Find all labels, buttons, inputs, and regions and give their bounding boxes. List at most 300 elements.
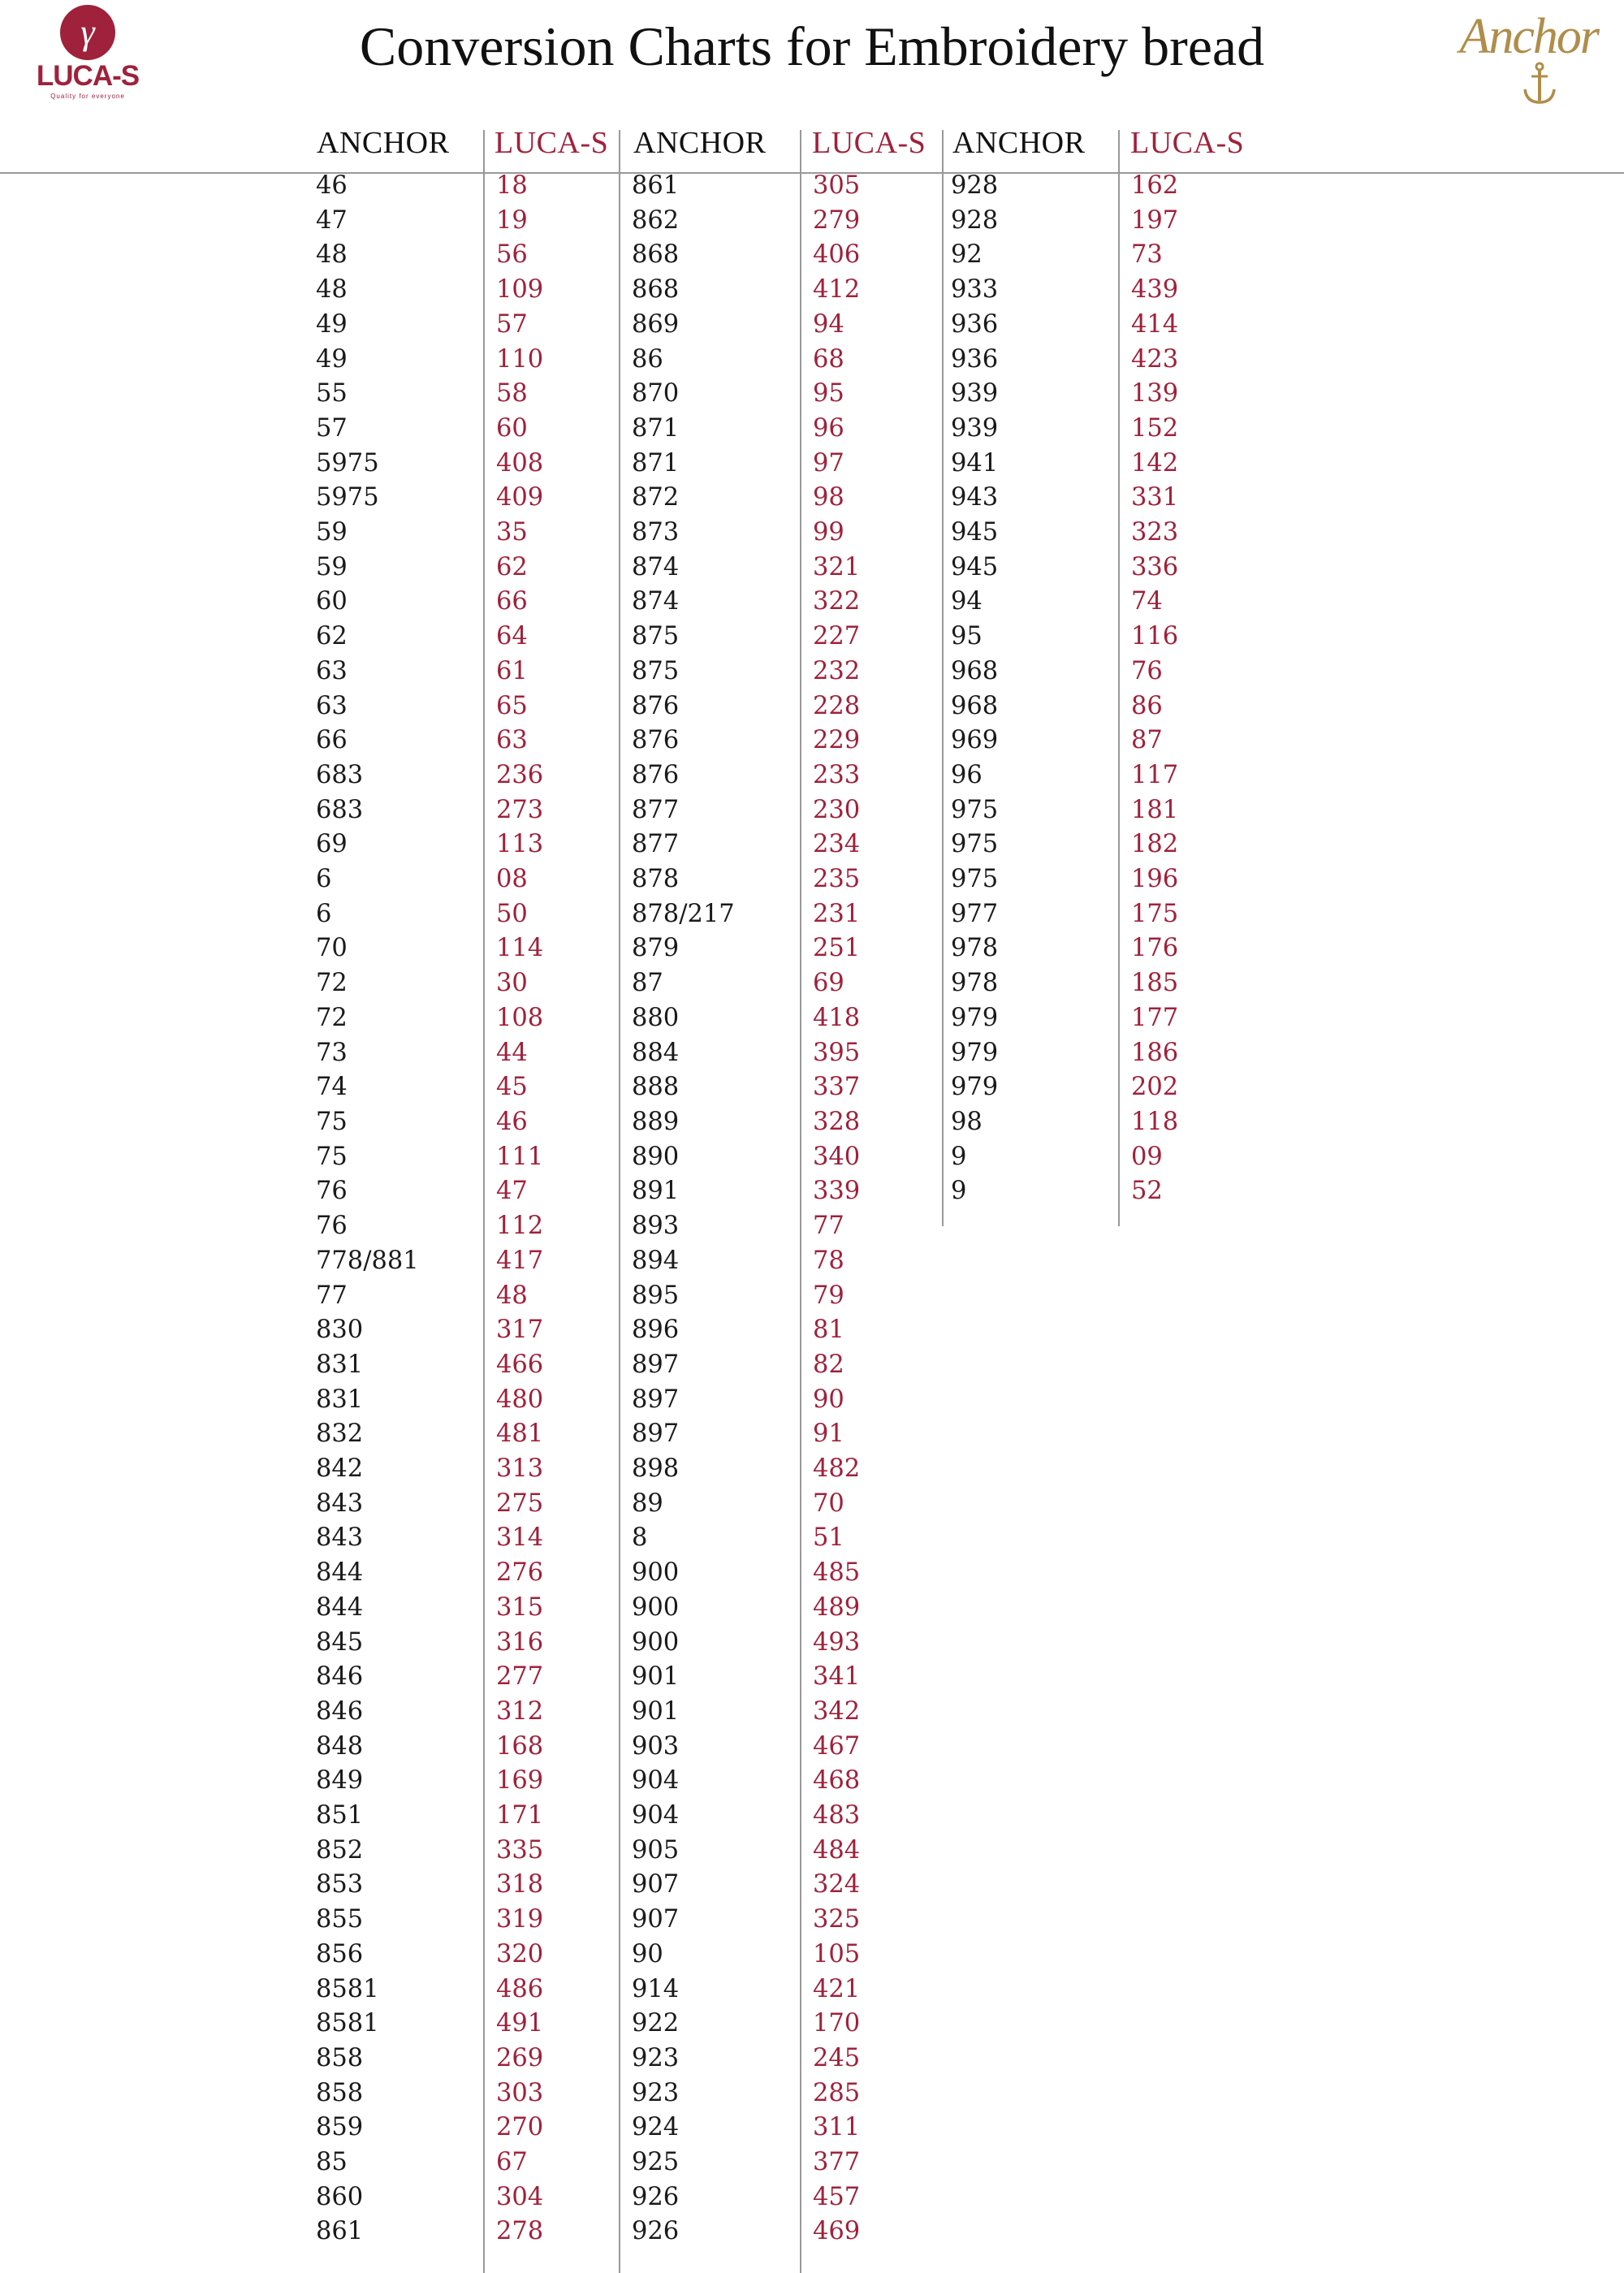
- anchor-number: 63: [316, 656, 348, 685]
- luca-s-number: 176: [1131, 934, 1179, 963]
- luca-s-number: 285: [813, 2078, 861, 2107]
- luca-s-number: 482: [813, 1454, 861, 1484]
- luca-s-number: 228: [813, 691, 861, 720]
- luca-s-number: 483: [813, 1801, 861, 1830]
- anchor-number: 922: [632, 2009, 680, 2038]
- anchor-number: 889: [632, 1107, 680, 1136]
- anchor-number: 874: [632, 552, 680, 581]
- luca-s-number: 421: [813, 1974, 861, 2003]
- anchor-number: 897: [632, 1385, 680, 1414]
- table-header: [0, 120, 1624, 166]
- luca-s-number: 278: [496, 2217, 544, 2246]
- luca-s-number: 304: [496, 2182, 544, 2211]
- luca-s-number: 81: [813, 1316, 844, 1345]
- luca-s-number: 406: [813, 240, 861, 270]
- anchor-number: 848: [316, 1731, 364, 1761]
- luca-s-number: 468: [813, 1766, 861, 1795]
- luca-s-number: 322: [813, 587, 861, 616]
- anchor-number: 5975: [316, 483, 379, 512]
- luca-s-number: 61: [496, 656, 528, 685]
- luca-s-number: 73: [1131, 240, 1163, 270]
- anchor-number: 851: [316, 1801, 364, 1830]
- anchor-number: 945: [951, 518, 999, 547]
- anchor-number: 72: [316, 969, 348, 998]
- luca-s-logo-text: LUCA-S: [36, 60, 140, 92]
- anchor-number: 897: [632, 1420, 680, 1449]
- header-anchor-3: ANCHOR: [952, 126, 1086, 160]
- anchor-number: 870: [632, 379, 680, 408]
- luca-s-number: 50: [496, 899, 528, 928]
- anchor-number: 901: [632, 1696, 680, 1726]
- luca-s-number: 114: [496, 934, 544, 963]
- anchor-number: 73: [316, 1038, 348, 1067]
- luca-s-number: 139: [1131, 379, 1179, 408]
- luca-s-number: 232: [813, 656, 861, 685]
- luca-s-number: 77: [813, 1212, 844, 1241]
- anchor-number: 969: [951, 726, 999, 755]
- anchor-number: 978: [951, 969, 999, 998]
- anchor-number: 861: [632, 171, 680, 200]
- luca-s-number: 51: [813, 1523, 844, 1553]
- anchor-number: 878/217: [632, 899, 735, 928]
- luca-s-number: 78: [813, 1246, 844, 1275]
- anchor-icon: [1522, 62, 1557, 106]
- luca-s-number: 105: [813, 1939, 861, 1968]
- luca-s-number: 341: [813, 1662, 861, 1692]
- luca-s-number: 48: [496, 1281, 528, 1310]
- luca-s-number: 44: [496, 1038, 528, 1067]
- anchor-number: 941: [951, 448, 999, 478]
- anchor-number: 8: [632, 1523, 648, 1553]
- luca-s-number: 177: [1131, 1003, 1179, 1032]
- anchor-column-3: [951, 169, 998, 1209]
- luca-s-number: 335: [496, 1835, 544, 1865]
- anchor-number: 939: [951, 379, 999, 408]
- luca-s-number: 162: [1131, 171, 1179, 200]
- anchor-number: 979: [951, 1003, 999, 1032]
- anchor-number: 871: [632, 448, 680, 478]
- anchor-number: 880: [632, 1003, 680, 1032]
- luca-s-number: 57: [496, 309, 528, 339]
- luca-s-number: 62: [496, 552, 528, 581]
- luca-s-number: 481: [496, 1420, 544, 1449]
- anchor-number: 76: [316, 1177, 348, 1206]
- anchor-number: 891: [632, 1177, 680, 1206]
- anchor-number: 876: [632, 726, 680, 755]
- anchor-number: 907: [632, 1905, 680, 1934]
- anchor-number: 900: [632, 1592, 680, 1622]
- anchor-number: 900: [632, 1558, 680, 1588]
- luca-s-number: 142: [1131, 448, 1179, 478]
- luca-s-number: 45: [496, 1073, 528, 1102]
- anchor-number: 878: [632, 865, 680, 894]
- anchor-number: 894: [632, 1246, 680, 1275]
- anchor-number: 95: [951, 622, 983, 651]
- luca-s-number: 170: [813, 2009, 861, 2038]
- anchor-number: 49: [316, 344, 348, 374]
- luca-s-number: 337: [813, 1073, 861, 1102]
- luca-s-number: 202: [1131, 1073, 1179, 1102]
- luca-s-logo-tagline: Quality for everyone: [50, 93, 125, 100]
- luca-s-number: 321: [813, 552, 861, 581]
- luca-s-number: 469: [813, 2217, 861, 2246]
- anchor-number: 876: [632, 760, 680, 789]
- luca-s-number: 96: [813, 413, 844, 443]
- anchor-number: 875: [632, 622, 680, 651]
- luca-s-number: 182: [1131, 830, 1179, 859]
- anchor-number: 683: [316, 760, 364, 789]
- luca-s-number: 311: [813, 2113, 861, 2142]
- anchor-number: 96: [951, 760, 983, 789]
- luca-s-number: 408: [496, 448, 544, 478]
- luca-s-number: 230: [813, 795, 861, 824]
- luca-s-number: 09: [1131, 1142, 1163, 1171]
- luca-s-number: 236: [496, 760, 544, 789]
- anchor-number: 905: [632, 1835, 680, 1865]
- anchor-number: 46: [316, 171, 348, 200]
- luca-s-number: 395: [813, 1038, 861, 1067]
- anchor-number: 831: [316, 1350, 364, 1379]
- anchor-number: 853: [316, 1870, 364, 1899]
- luca-s-number: 320: [496, 1939, 544, 1968]
- luca-s-number: 457: [813, 2182, 861, 2211]
- luca-s-number: 269: [496, 2043, 544, 2072]
- anchor-number: 6: [316, 865, 332, 894]
- luca-s-number: 52: [1131, 1177, 1163, 1206]
- anchor-number: 924: [632, 2113, 680, 2142]
- luca-s-number: 63: [496, 726, 528, 755]
- anchor-number: 47: [316, 205, 348, 235]
- anchor-number: 896: [632, 1316, 680, 1345]
- luca-s-number: 19: [496, 205, 528, 235]
- header-luca-s-2: LUCA-S: [812, 126, 926, 160]
- anchor-number: 87: [632, 969, 663, 998]
- luca-s-number: 229: [813, 726, 861, 755]
- column-divider: [800, 130, 801, 2273]
- anchor-number: 898: [632, 1454, 680, 1484]
- luca-s-number: 74: [1131, 587, 1163, 616]
- anchor-number: 858: [316, 2043, 364, 2072]
- luca-s-number: 47: [496, 1177, 528, 1206]
- anchor-number: 852: [316, 1835, 364, 1865]
- luca-s-number: 315: [496, 1592, 544, 1622]
- anchor-number: 926: [632, 2182, 680, 2211]
- luca-s-number: 323: [1131, 518, 1179, 547]
- luca-s-number: 82: [813, 1350, 844, 1379]
- anchor-number: 872: [632, 483, 680, 512]
- header-divider: [0, 172, 1624, 174]
- luca-s-number: 303: [496, 2078, 544, 2107]
- anchor-number: 8581: [316, 2009, 379, 2038]
- anchor-number: 94: [951, 587, 983, 616]
- anchor-number: 858: [316, 2078, 364, 2107]
- anchor-number: 975: [951, 865, 999, 894]
- anchor-number: 86: [632, 344, 663, 374]
- luca-s-number: 325: [813, 1905, 861, 1934]
- luca-s-number: 152: [1131, 413, 1179, 443]
- luca-s-number: 233: [813, 760, 861, 789]
- luca-s-number: 108: [496, 1003, 544, 1032]
- luca-s-number: 276: [496, 1558, 544, 1588]
- luca-s-number: 66: [496, 587, 528, 616]
- anchor-number: 868: [632, 240, 680, 270]
- anchor-number: 75: [316, 1107, 348, 1136]
- anchor-number: 778/881: [316, 1246, 419, 1275]
- luca-s-number: 86: [1131, 691, 1163, 720]
- luca-s-number: 186: [1131, 1038, 1179, 1067]
- anchor-number: 928: [951, 171, 999, 200]
- luca-s-number: 305: [813, 171, 861, 200]
- anchor-number: 76: [316, 1212, 348, 1241]
- luca-s-number: 118: [1131, 1107, 1179, 1136]
- luca-s-number: 68: [813, 344, 844, 374]
- anchor-number: 888: [632, 1073, 680, 1102]
- anchor-number: 59: [316, 552, 348, 581]
- anchor-number: 868: [632, 275, 680, 305]
- anchor-number: 843: [316, 1523, 364, 1553]
- luca-s-number: 340: [813, 1142, 861, 1171]
- anchor-number: 945: [951, 552, 999, 581]
- luca-s-number: 342: [813, 1696, 861, 1726]
- anchor-number: 977: [951, 899, 999, 928]
- luca-s-number: 317: [496, 1316, 544, 1345]
- anchor-number: 57: [316, 413, 348, 443]
- luca-s-number: 46: [496, 1107, 528, 1136]
- anchor-number: 869: [632, 309, 680, 339]
- column-divider: [1118, 130, 1120, 1226]
- anchor-number: 979: [951, 1038, 999, 1067]
- luca-s-number: 99: [813, 518, 844, 547]
- header-luca-s-1: LUCA-S: [495, 126, 609, 160]
- anchor-number: 831: [316, 1385, 364, 1414]
- anchor-number: 844: [316, 1592, 364, 1622]
- anchor-logo: [1460, 8, 1598, 106]
- anchor-number: 60: [316, 587, 348, 616]
- luca-s-number: 94: [813, 309, 844, 339]
- luca-s-logo-mark: γ: [60, 5, 115, 60]
- luca-s-number: 275: [496, 1489, 544, 1518]
- luca-s-number: 313: [496, 1454, 544, 1484]
- luca-s-number: 30: [496, 969, 528, 998]
- anchor-number: 901: [632, 1662, 680, 1692]
- column-divider: [619, 130, 620, 2273]
- anchor-number: 890: [632, 1142, 680, 1171]
- anchor-number: 877: [632, 830, 680, 859]
- anchor-number: 879: [632, 934, 680, 963]
- anchor-number: 975: [951, 795, 999, 824]
- luca-s-number: 18: [496, 171, 528, 200]
- luca-s-number: 418: [813, 1003, 861, 1032]
- anchor-number: 914: [632, 1974, 680, 2003]
- header-anchor-2: ANCHOR: [633, 126, 767, 160]
- luca-s-number: 423: [1131, 344, 1179, 374]
- anchor-number: 92: [951, 240, 983, 270]
- anchor-number: 936: [951, 309, 999, 339]
- luca-s-number: 234: [813, 830, 861, 859]
- anchor-number: 62: [316, 622, 348, 651]
- luca-s-number: 319: [496, 1905, 544, 1934]
- anchor-number: 968: [951, 691, 999, 720]
- luca-s-number: 76: [1131, 656, 1163, 685]
- luca-s-number: 87: [1131, 726, 1163, 755]
- anchor-number: 48: [316, 275, 348, 305]
- luca-s-number: 270: [496, 2113, 544, 2142]
- anchor-number: 69: [316, 830, 348, 859]
- luca-s-number: 98: [813, 483, 844, 512]
- luca-s-number: 197: [1131, 205, 1179, 235]
- anchor-number: 843: [316, 1489, 364, 1518]
- luca-s-number: 69: [813, 969, 844, 998]
- luca-s-number: 117: [1131, 760, 1179, 789]
- anchor-number: 900: [632, 1627, 680, 1657]
- anchor-number: 928: [951, 205, 999, 235]
- luca-s-number: 112: [496, 1212, 544, 1241]
- luca-s-number: 116: [1131, 622, 1179, 651]
- anchor-number: 48: [316, 240, 348, 270]
- anchor-number: 904: [632, 1766, 680, 1795]
- anchor-number: 923: [632, 2043, 680, 2072]
- anchor-number: 89: [632, 1489, 663, 1518]
- anchor-number: 683: [316, 795, 364, 824]
- anchor-number: 59: [316, 518, 348, 547]
- luca-s-number: 79: [813, 1281, 844, 1310]
- anchor-number: 861: [316, 2217, 364, 2246]
- anchor-number: 903: [632, 1731, 680, 1761]
- luca-s-column-1: [496, 169, 543, 2249]
- anchor-number: 9: [951, 1142, 967, 1171]
- luca-s-number: 95: [813, 379, 844, 408]
- anchor-number: 842: [316, 1454, 364, 1484]
- luca-s-number: 417: [496, 1246, 544, 1275]
- luca-s-number: 324: [813, 1870, 861, 1899]
- anchor-number: 856: [316, 1939, 364, 1968]
- anchor-number: 72: [316, 1003, 348, 1032]
- luca-s-number: 70: [813, 1489, 844, 1518]
- anchor-number: 849: [316, 1766, 364, 1795]
- luca-s-number: 336: [1131, 552, 1179, 581]
- anchor-number: 90: [632, 1939, 663, 1968]
- anchor-number: 871: [632, 413, 680, 443]
- anchor-number: 74: [316, 1073, 348, 1102]
- luca-s-column-2: [813, 169, 860, 2249]
- luca-s-number: 231: [813, 899, 861, 928]
- anchor-number: 874: [632, 587, 680, 616]
- luca-s-number: 181: [1131, 795, 1179, 824]
- luca-s-number: 339: [813, 1177, 861, 1206]
- anchor-number: 832: [316, 1420, 364, 1449]
- anchor-number: 877: [632, 795, 680, 824]
- anchor-column-1: [316, 169, 419, 2249]
- luca-s-number: 111: [496, 1142, 544, 1171]
- luca-s-number: 279: [813, 205, 861, 235]
- anchor-number: 876: [632, 691, 680, 720]
- luca-s-number: 439: [1131, 275, 1179, 305]
- anchor-number: 893: [632, 1212, 680, 1241]
- luca-s-number: 109: [496, 275, 544, 305]
- luca-s-number: 466: [496, 1350, 544, 1379]
- luca-s-number: 168: [496, 1731, 544, 1761]
- luca-s-number: 227: [813, 622, 861, 651]
- luca-s-number: 08: [496, 865, 528, 894]
- anchor-number: 875: [632, 656, 680, 685]
- luca-s-number: 65: [496, 691, 528, 720]
- luca-s-number: 409: [496, 483, 544, 512]
- luca-s-number: 169: [496, 1766, 544, 1795]
- anchor-number: 9: [951, 1177, 967, 1206]
- luca-s-number: 235: [813, 865, 861, 894]
- luca-s-number: 377: [813, 2148, 861, 2177]
- luca-s-number: 414: [1131, 309, 1179, 339]
- luca-s-number: 312: [496, 1696, 544, 1726]
- luca-s-number: 314: [496, 1523, 544, 1553]
- anchor-number: 85: [316, 2148, 348, 2177]
- luca-s-number: 185: [1131, 969, 1179, 998]
- anchor-number: 978: [951, 934, 999, 963]
- anchor-number: 98: [951, 1107, 983, 1136]
- page-title: Conversion Charts for Embroidery bread: [359, 15, 1265, 77]
- anchor-number: 830: [316, 1316, 364, 1345]
- luca-s-number: 35: [496, 518, 528, 547]
- anchor-number: 845: [316, 1627, 364, 1657]
- anchor-number: 859: [316, 2113, 364, 2142]
- anchor-number: 70: [316, 934, 348, 963]
- luca-s-number: 489: [813, 1592, 861, 1622]
- anchor-logo-text: Anchor: [1459, 9, 1598, 64]
- anchor-number: 862: [632, 205, 680, 235]
- anchor-number: 49: [316, 309, 348, 339]
- anchor-number: 895: [632, 1281, 680, 1310]
- luca-s-number: 175: [1131, 899, 1179, 928]
- anchor-number: 846: [316, 1696, 364, 1726]
- luca-s-number: 64: [496, 622, 528, 651]
- anchor-column-2: [632, 169, 735, 2249]
- luca-s-number: 328: [813, 1107, 861, 1136]
- anchor-number: 926: [632, 2217, 680, 2246]
- anchor-number: 63: [316, 691, 348, 720]
- luca-s-number: 480: [496, 1385, 544, 1414]
- anchor-number: 979: [951, 1073, 999, 1102]
- luca-s-number: 491: [496, 2009, 544, 2038]
- anchor-number: 5975: [316, 448, 379, 478]
- anchor-number: 855: [316, 1905, 364, 1934]
- luca-s-number: 485: [813, 1558, 861, 1588]
- luca-s-number: 273: [496, 795, 544, 824]
- luca-s-number: 318: [496, 1870, 544, 1899]
- anchor-number: 904: [632, 1801, 680, 1830]
- luca-s-number: 56: [496, 240, 528, 270]
- anchor-number: 55: [316, 379, 348, 408]
- luca-s-number: 113: [496, 830, 544, 859]
- luca-s-number: 484: [813, 1835, 861, 1865]
- anchor-number: 77: [316, 1281, 348, 1310]
- luca-s-number: 171: [496, 1801, 544, 1830]
- anchor-number: 873: [632, 518, 680, 547]
- anchor-number: 846: [316, 1662, 364, 1692]
- luca-s-number: 91: [813, 1420, 844, 1449]
- luca-s-number: 58: [496, 379, 528, 408]
- anchor-number: 844: [316, 1558, 364, 1588]
- luca-s-number: 316: [496, 1627, 544, 1657]
- luca-s-number: 60: [496, 413, 528, 443]
- luca-s-number: 412: [813, 275, 861, 305]
- luca-s-number: 245: [813, 2043, 861, 2072]
- anchor-number: 933: [951, 275, 999, 305]
- anchor-number: 968: [951, 656, 999, 685]
- anchor-number: 75: [316, 1142, 348, 1171]
- anchor-number: 860: [316, 2182, 364, 2211]
- column-divider: [483, 130, 485, 2273]
- anchor-number: 939: [951, 413, 999, 443]
